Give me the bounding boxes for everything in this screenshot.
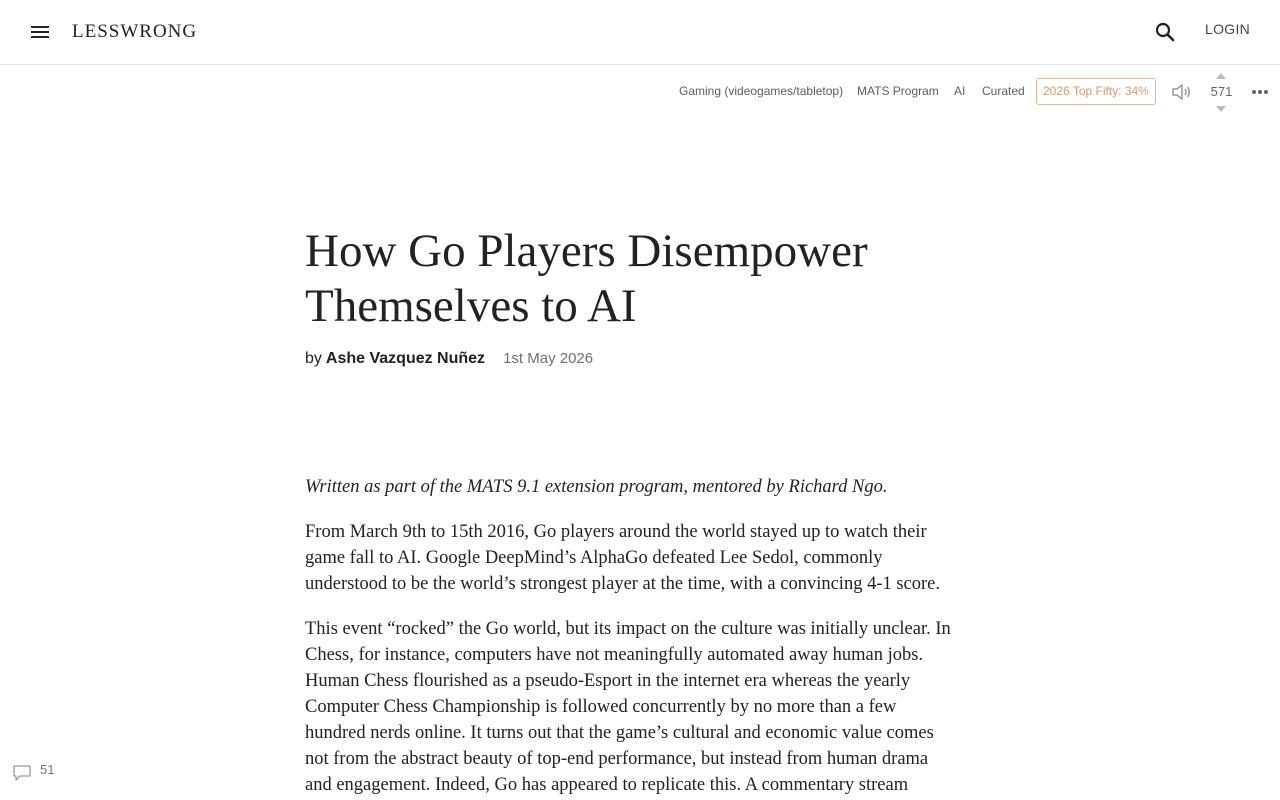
tag-curated[interactable]: Curated [982, 84, 1025, 98]
tag-top-fifty[interactable]: 2026 Top Fifty: 34% [1036, 78, 1156, 105]
tag-gaming[interactable]: Gaming (videogames/tabletop) [679, 84, 844, 98]
login-button[interactable]: LOGIN [1205, 21, 1251, 37]
search-icon[interactable] [1153, 20, 1177, 44]
tag-mats-program[interactable]: MATS Program [857, 84, 939, 98]
body-paragraph: From March 9th to 15th 2016, Go players around the world stayed up to watch their game fall to AI. Google DeepMind’s AlphaGo defeated Lee Sedol, commonly understood to be the world’s strongest player at the time, with a convincing 4-1 score. [305, 522, 941, 594]
comment-icon [12, 764, 32, 782]
comment-count: 51 [40, 762, 55, 777]
hamburger-menu-icon[interactable] [28, 20, 52, 44]
upvote-icon[interactable] [1216, 73, 1226, 79]
site-logo[interactable]: LESSWRONG [72, 21, 198, 42]
post-title: How Go Players Disempower Themselves to AI [305, 225, 868, 332]
byline [305, 350, 593, 368]
body-paragraph: This event “rocked” the Go world, but its impact on the culture was initially unclear. In Chess, for instance, computers have not meaningfully automated away human jobs. Human Chess flourished as a pseudo-Esport in the internet era whereas the yearly Computer Chess Championship is followed concurrently by no more than a few hundred nerds online. It turns out that the game’s cultural and economic value comes not from the abstract beauty of top-end performance, but instead from human drama and engagement. Indeed, Go has appeared to replicate this. A commentary stream [305, 619, 951, 795]
site-header [0, 0, 1280, 65]
more-options-icon[interactable] [1250, 84, 1270, 100]
speaker-icon[interactable] [1169, 80, 1193, 104]
post-body [305, 474, 955, 800]
karma-score: 571 [1210, 84, 1233, 99]
tag-ai[interactable]: AI [954, 84, 966, 98]
author-link[interactable]: Ashe Vazquez Nuñez [325, 350, 486, 367]
post-date: 1st May 2026 [503, 350, 594, 367]
byline-by: by [305, 350, 322, 367]
intro-paragraph: Written as part of the MATS 9.1 extension program, mentored by Richard Ngo. [305, 477, 888, 497]
downvote-icon[interactable] [1216, 106, 1226, 112]
